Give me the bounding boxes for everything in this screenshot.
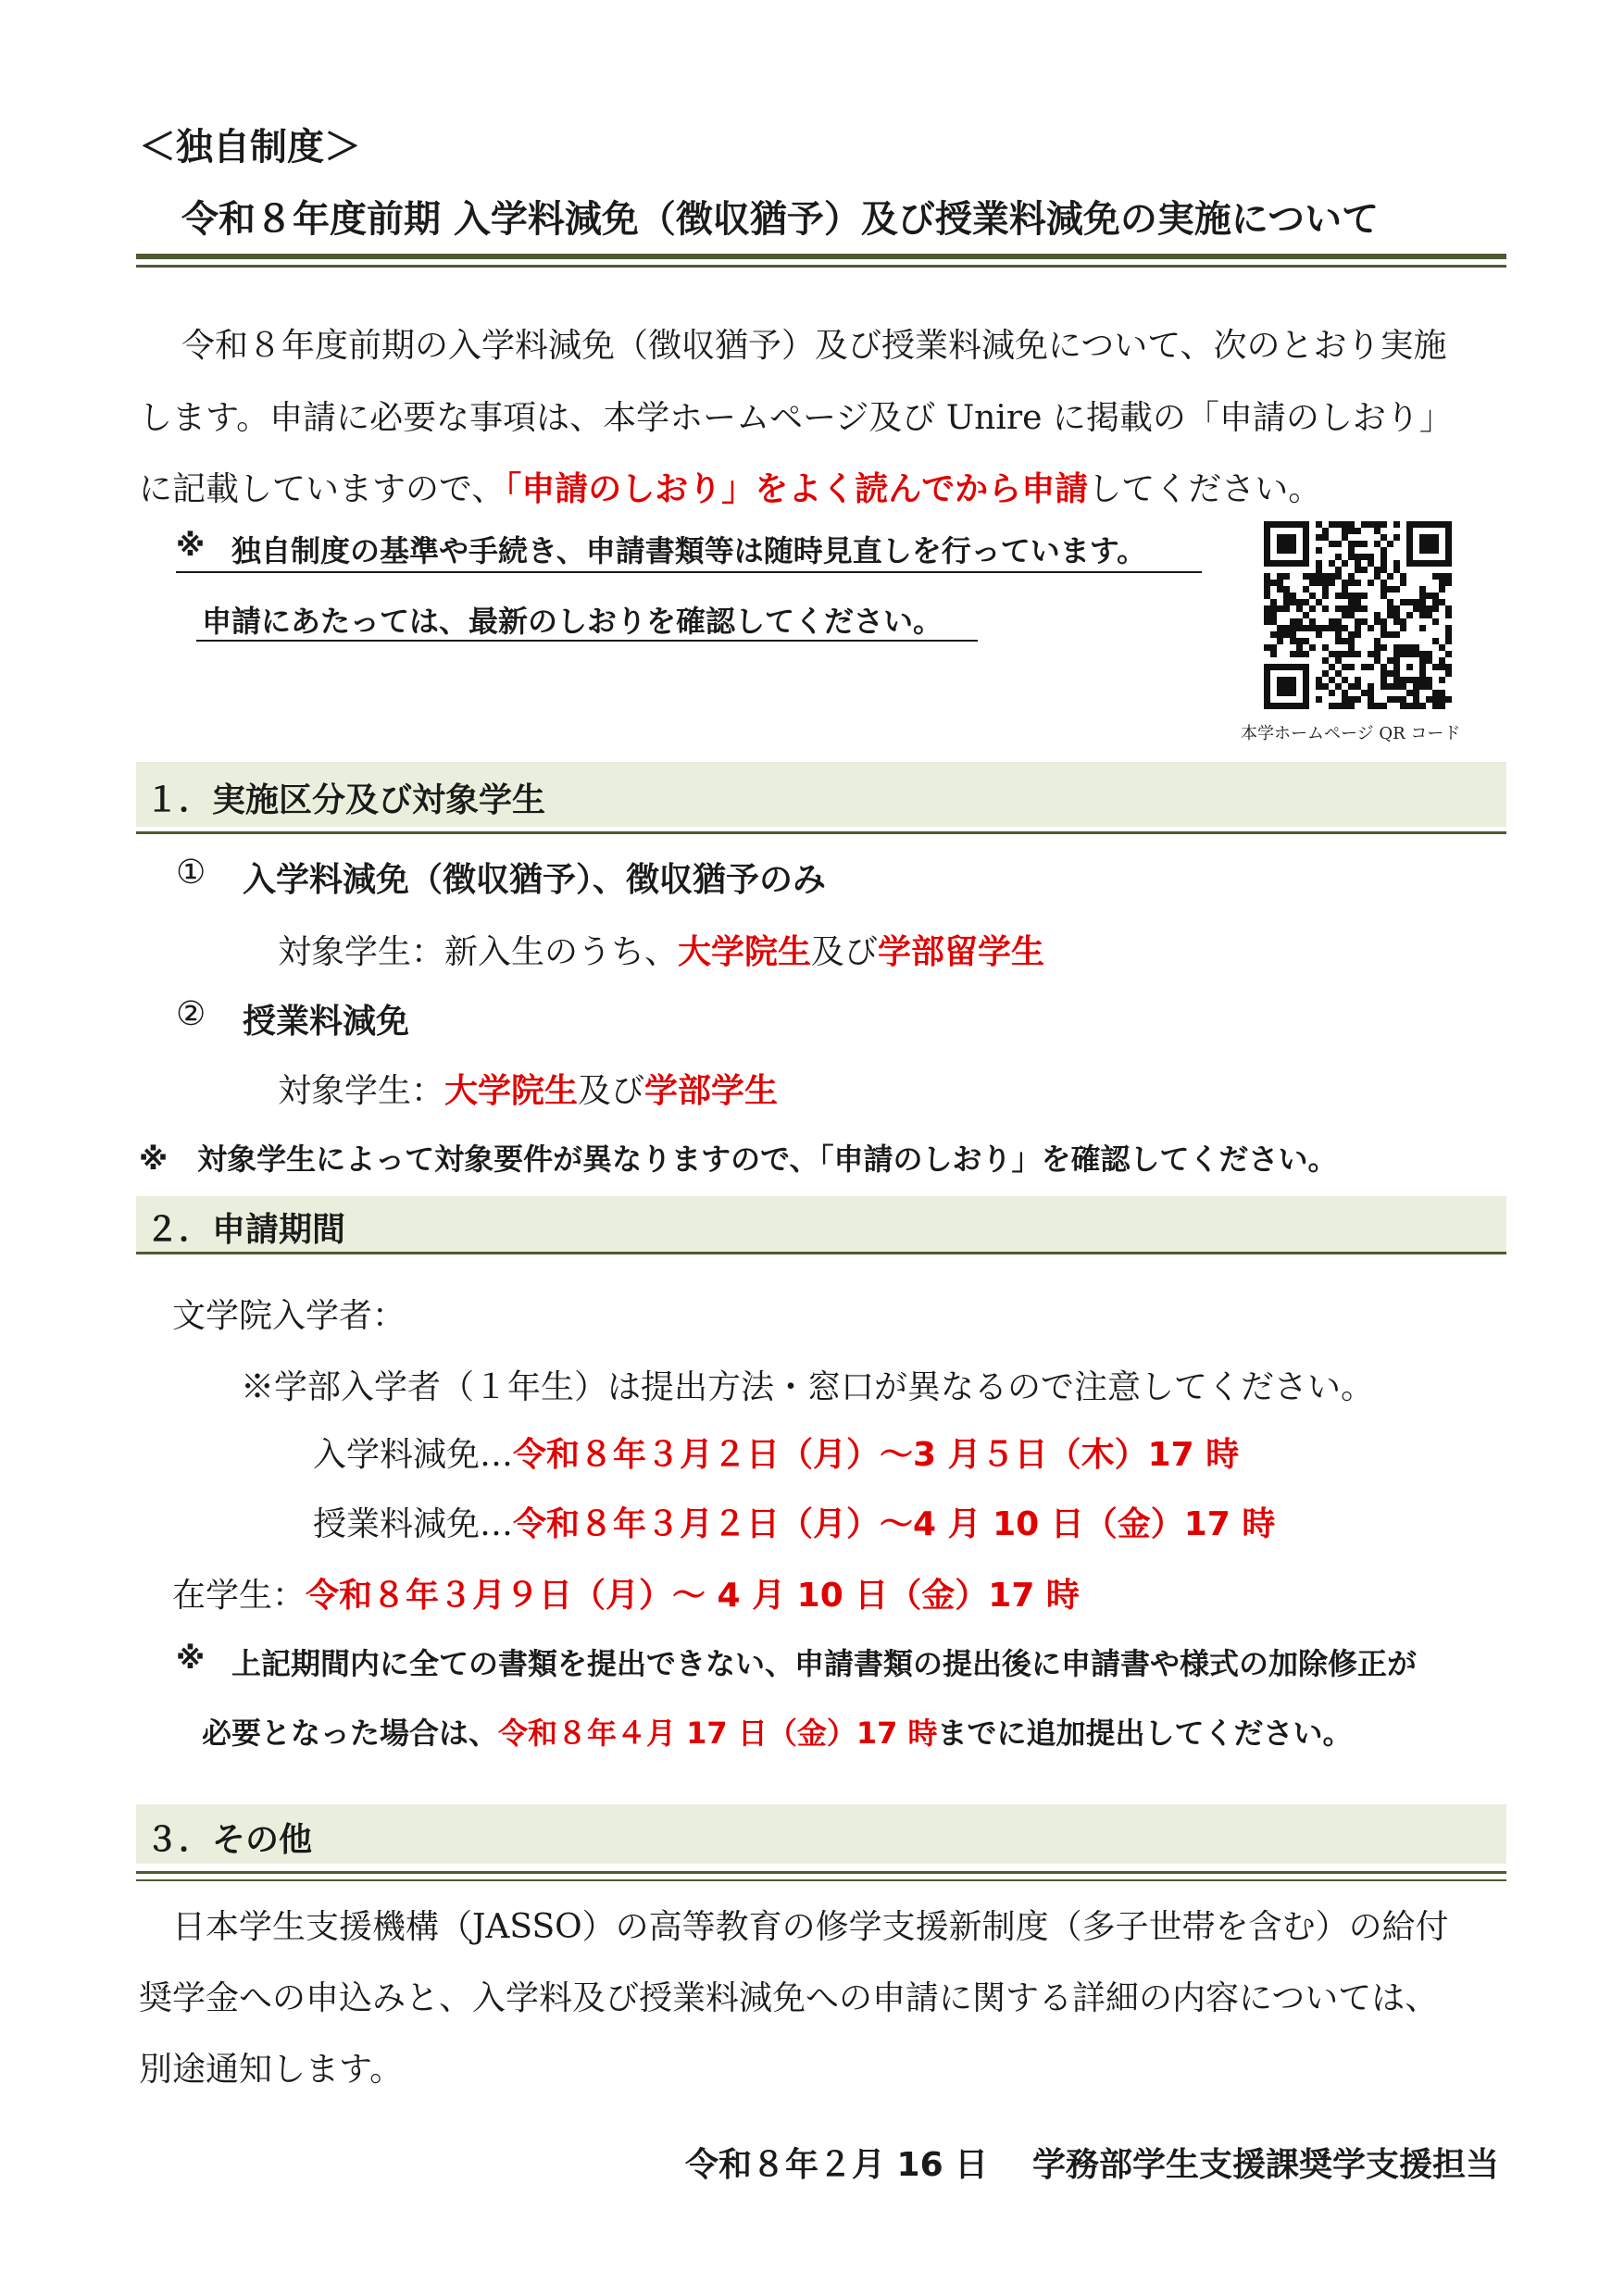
title-rule-thick [136,254,1506,259]
intro-line-3-suffix: してください。 [1088,470,1322,508]
qr-caption: 本学ホームページ QR コード [1241,724,1461,743]
current-students-row [172,1569,1080,1616]
new-students-label: 文学院入学者： [172,1297,406,1335]
item-2-title: 授業料減免 [243,1003,410,1041]
intro-line-3 [139,463,1321,510]
item-2-target-undergrad: 学部学生 [644,1072,779,1110]
category-label: ＜独自制度＞ [139,126,361,168]
tuition-fee-row [313,1498,1275,1545]
section-1-heading: １．実施区分及び対象学生 [145,781,546,819]
section-2-note-line-1: 上記期間内に全ての書類を提出できない、申請書類の提出後に申請書や様式の加除修正が [231,1646,1418,1681]
section-3-header [136,1804,1506,1864]
item-1-number: ① [176,854,206,892]
item-1-title: 入学料減免（徴収猶予）、徴収猶予のみ [243,861,827,899]
current-students-label: 在学生： [172,1577,306,1615]
section-3-rule-lower [136,1879,1506,1881]
item-2-target-prefix: 対象学生： [278,1072,445,1110]
qr-code-image [1264,521,1452,709]
qr-code [1264,521,1452,709]
section-2-rule [136,1252,1506,1254]
section-1-header [136,762,1506,827]
entrance-fee-period: 令和８年３月２日（月）～3 月５日（木）17 時 [513,1436,1240,1474]
item-1-target-graduate: 大学院生 [678,933,812,971]
intro-emphasis: 「申請のしおり」をよく読んでから申請 [505,470,1089,508]
section-3-rule-upper [136,1871,1506,1874]
section-1-note: ※ 対象学生によって対象要件が異なりますので、「申請のしおり」を確認してください。 [139,1142,1338,1177]
intro-line-3-prefix: に記載していますので、 [139,470,506,508]
section-2-note-deadline: 令和８年４月 17 日（金）17 時 [498,1716,938,1751]
item-2-target [278,1065,778,1112]
new-students-note: ※学部入学者（１年生）は提出方法・窓口が異なるので注意してください。 [241,1368,1375,1406]
footer-office: 学務部学生支援課奨学支援担当 [1032,2146,1500,2184]
section-2-note-mark: ※ [176,1641,206,1676]
title-rule-thin [136,265,1506,268]
footer-date: 令和８年２月 16 日 [685,2146,989,2184]
notice-underline-2 [196,640,978,642]
tuition-fee-label: 授業料減免… [313,1505,514,1543]
page-title: 令和８年度前期 入学料減免（徴収猶予）及び授業料減免の実施について [181,198,1380,241]
notice-underline-1 [176,571,1202,573]
current-students-period: 令和８年３月９日（月）～ 4 月 10 日（金）17 時 [306,1577,1080,1615]
notice-line-1: 独自制度の基準や手続き、申請書類等は随時見直しを行っています。 [231,533,1147,568]
section-3-line-2: 奨学金への申込みと、入学料及び授業料減免への申請に関する詳細の内容については、 [139,1979,1439,2017]
item-1-target-intl: 学部留学生 [878,933,1045,971]
item-2-target-and: 及び [578,1072,645,1110]
entrance-fee-row [313,1429,1239,1476]
tuition-fee-period: 令和８年３月２日（月）～4 月 10 日（金）17 時 [513,1505,1276,1543]
section-2-note-suffix: までに追加提出してください。 [937,1716,1353,1751]
entrance-fee-label: 入学料減免… [313,1436,514,1474]
section-3-line-1: 日本学生支援機構（JASSO）の高等教育の修学支援新制度（多子世帯を含む）の給付 [172,1908,1449,1946]
intro-line-1: 令和８年度前期の入学料減免（徴収猶予）及び授業料減免について、次のとおり実施 [181,327,1447,365]
notice-mark: ※ [176,528,206,563]
section-3-heading: ３．その他 [145,1821,313,1859]
item-1-target-prefix: 対象学生：新入生のうち、 [278,933,679,971]
item-2-target-graduate: 大学院生 [444,1072,579,1110]
item-1-target-and: 及び [811,933,879,971]
intro-line-2: します。申請に必要な事項は、本学ホームページ及び Unire に掲載の「申請のしおり」 [139,399,1453,437]
section-2-header [136,1196,1506,1252]
notice-line-2: 申請にあたっては、最新のしおりを確認してください。 [202,604,943,639]
section-1-rule [136,831,1506,834]
section-2-note-prefix: 必要となった場合は、 [202,1716,499,1751]
item-1-target [278,926,1044,973]
item-2-number: ② [176,995,206,1033]
section-2-note-line-2 [202,1710,1353,1753]
section-3-line-3: 別途通知します。 [139,2051,404,2089]
section-2-heading: ２．申請期間 [145,1211,346,1249]
